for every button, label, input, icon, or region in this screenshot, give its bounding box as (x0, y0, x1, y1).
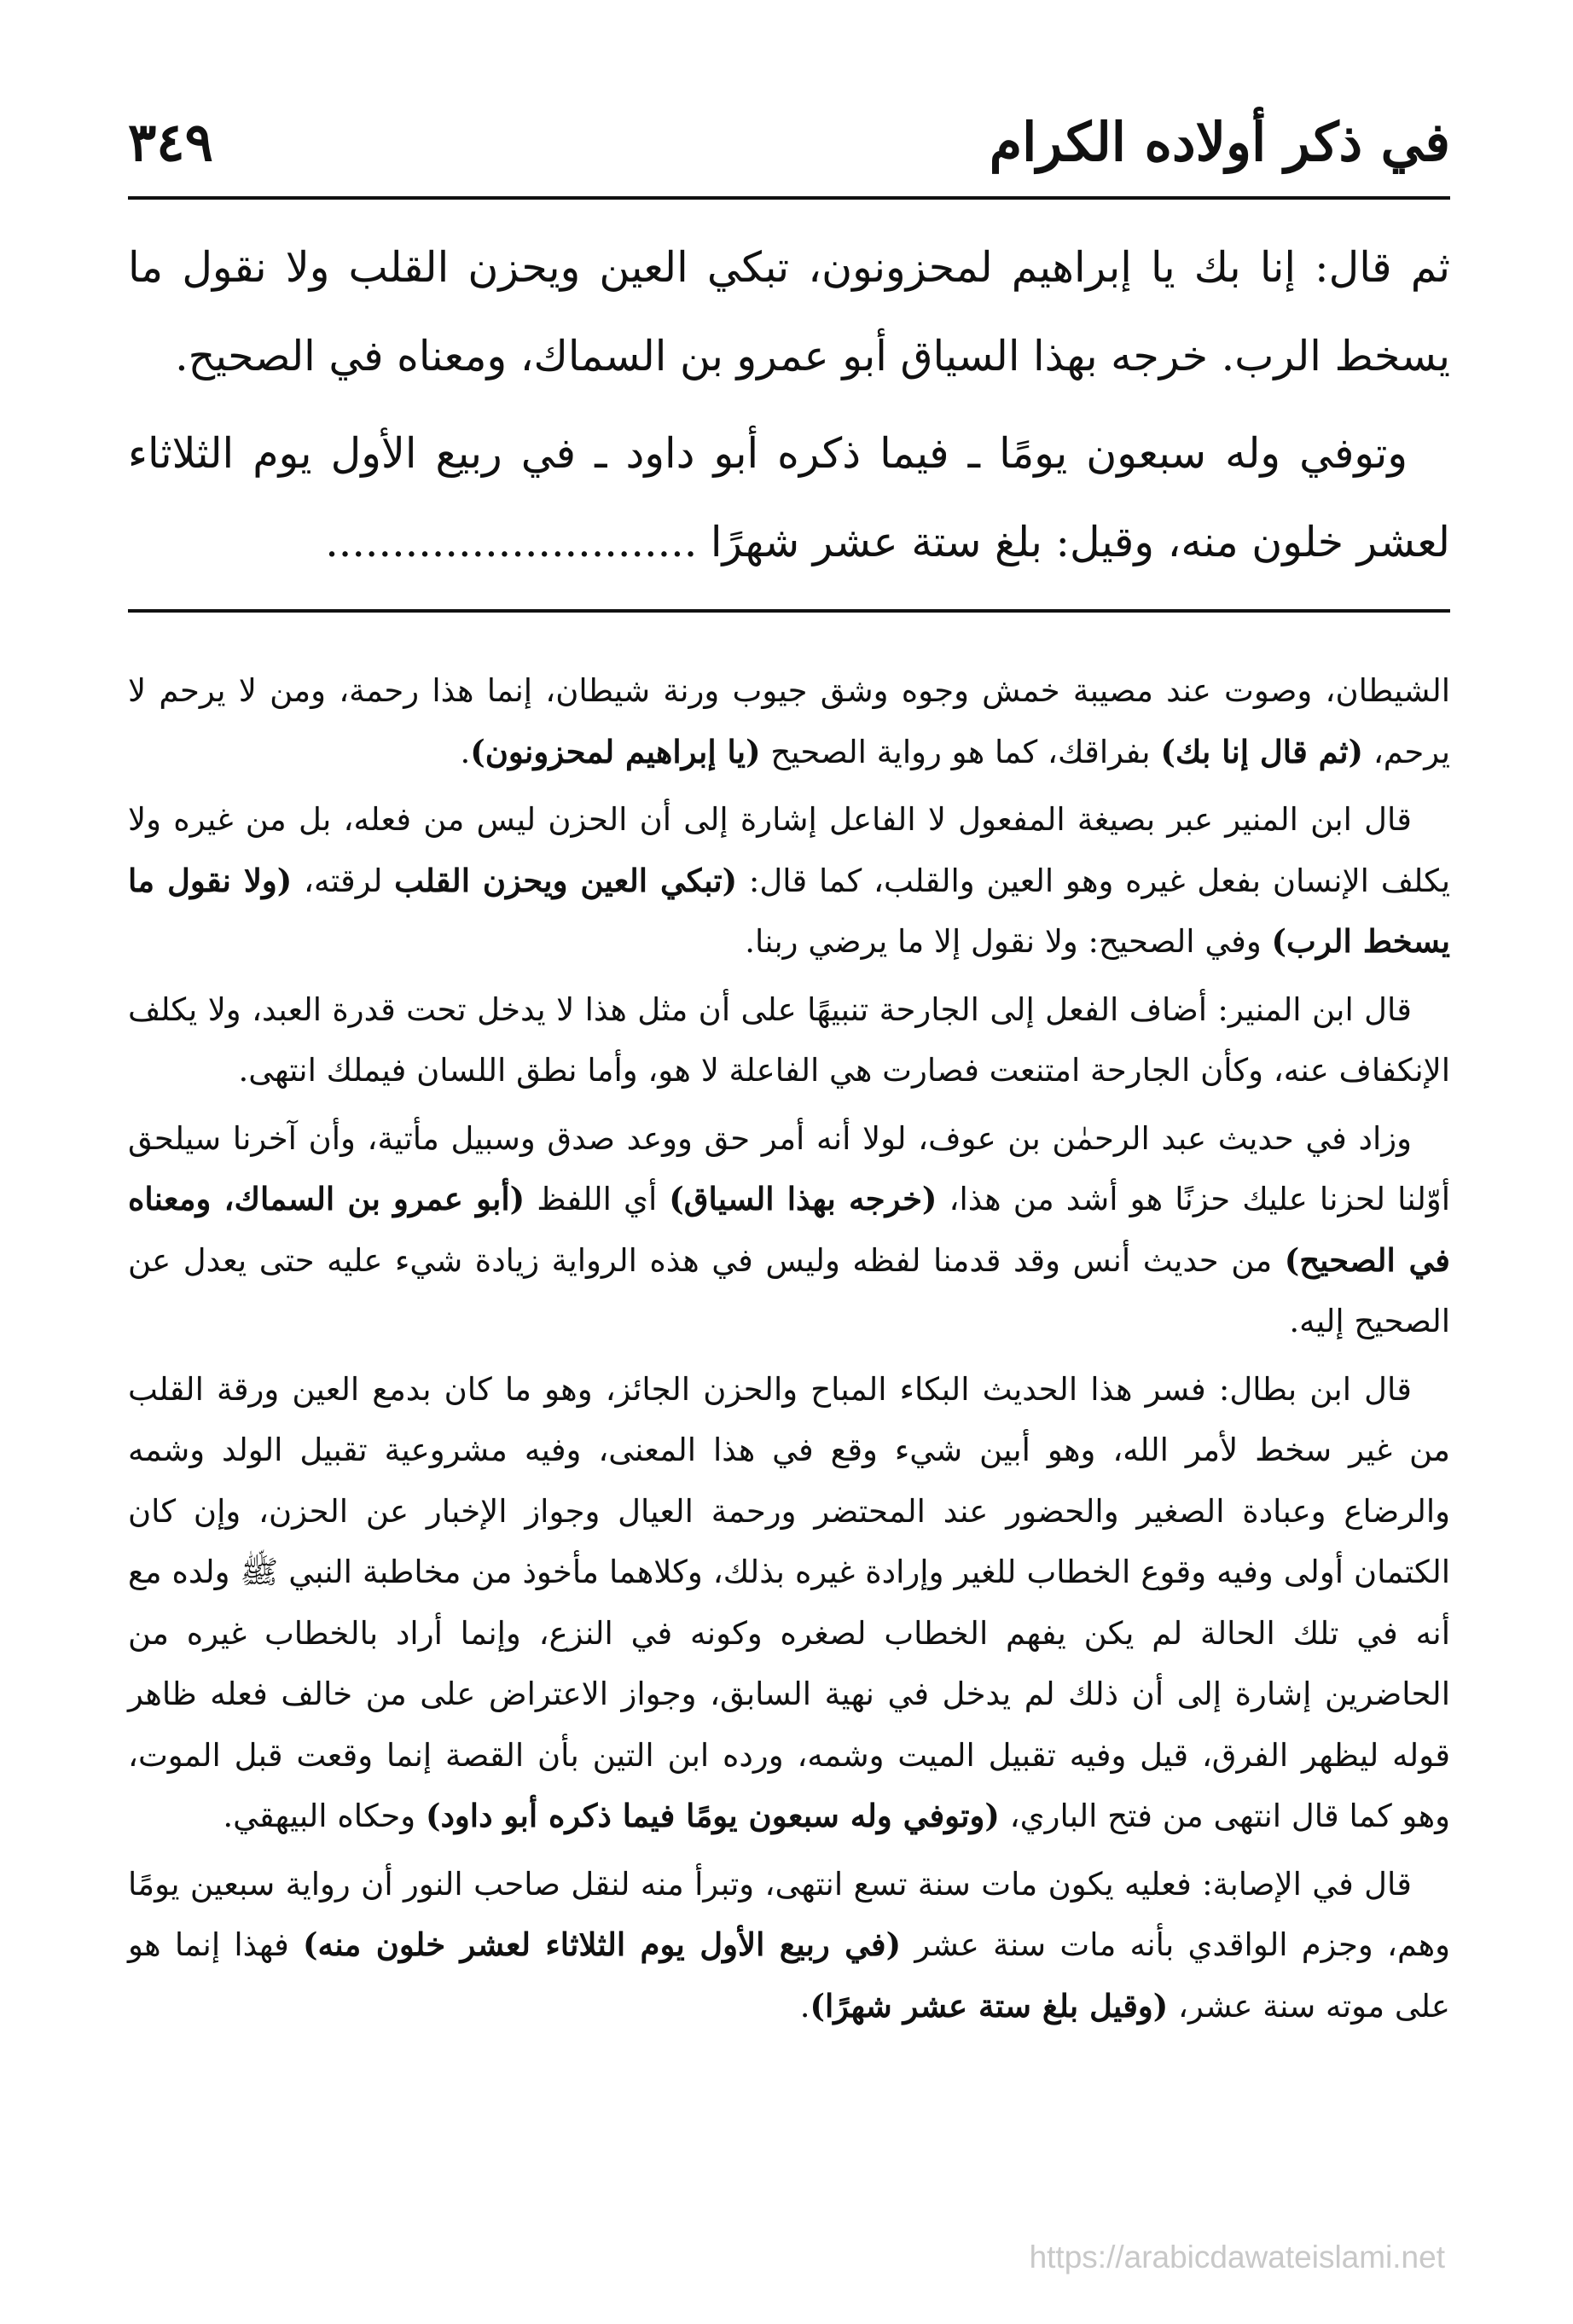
text-span: فهذا إنما هو على موته سنة عشر، (128, 1926, 1450, 2025)
text-span: وفي الصحيح: ولا نقول إلا ما يرضي ربنا. (745, 923, 1272, 960)
quoted-matn: (ثم قال إنا بك) (1160, 732, 1364, 770)
dotted-leader: ............................ (325, 518, 698, 566)
text-span: بفراقك، كما هو رواية الصحيح (760, 733, 1161, 770)
quoted-matn: (ولا نقول ما يسخط الرب) (128, 861, 1450, 960)
quoted-matn: (أبو عمرو بن السماك، ومعناه في الصحيح) (128, 1180, 1450, 1279)
commentary-divider (128, 609, 1450, 613)
quoted-matn: (وقيل بلغ ستة عشر شهرًا) (810, 1986, 1169, 2025)
text-span: قال في الإصابة: فعليه يكون مات سنة تسع انتهى، وتبرأ منه لنقل صاحب النور أن رواية سبعين يومًا وهم، وجزم الواقدي بأنه مات سنة عشر (128, 1865, 1450, 1963)
chapter-title: في ذكر أولاده الكرام (989, 111, 1450, 173)
quoted-matn: (خرجه بهذا السياق) (669, 1180, 937, 1217)
text-span: قال ابن المنير عبر بصيغة المفعول لا الفاعل إشارة إلى أن الحزن ليس من فعله، بل من غيره ولا يكلف الإنسان بفعل غيره وهو العين والقلب، كما قال: (128, 801, 1450, 899)
commentary (128, 660, 1450, 2036)
commentary-paragraph-4 (128, 1108, 1450, 1352)
quoted-matn: (في ربيع الأول يوم الثلاثاء لعشر خلون منه) (303, 1926, 902, 1963)
main-paragraph-1: ثم قال: إنا بك يا إبراهيم لمحزونون، تبكي العين ويحزن القلب ولا نقول ما يسخط الرب. خرجه بهذا السياق أبو عمرو بن السماك، ومعناه في الصحيح. (128, 243, 1450, 381)
text-span: قال ابن بطال: فسر هذا الحديث البكاء المباح والحزن الجائز، وهو ما كان بدمع العين ورقة القلب من غير سخط لأمر الله، وهو أبين شيء وقع في هذا المعنى، وفيه مشروعية تقبيل الولد وشمه والرضاع وعبادة الصغير والحضور عند المحتضر ورحمة العيال وجواز الإخبار عن الحزن، وإن كان الكتمان أولى وفيه وقوع الخطاب للغير وإرادة غيره بذلك، وكلاهما مأخوذ من مخاطبة النبي ﷺ ولده مع أنه في تلك الحالة لم يكن يفهم الخطاب لصغره وكونه في النزع، وإنما أراد بالخطاب غيره من الحاضرين إشارة إلى أن ذلك لم يدخل في نهية السابق، وجواز الاعتراض على من خالف فعله ظاهر قوله ليظهر الفرق، قيل وفيه تقبيل الميت وشمه، ورده ابن التين بأن القصة إنما وقعت قبل الموت، وهو كما قال انتهى من فتح الباري، (128, 1370, 1450, 1834)
quoted-matn: (تبكي العين ويحزن القلب (394, 861, 738, 899)
text-span: وحكاه البيهقي. (223, 1798, 426, 1834)
header-rule (128, 196, 1450, 200)
text-span: من حديث أنس وقد قدمنا لفظه وليس في هذه الرواية زيادة شيء عليه حتى يعدل عن الصحيح إليه. (128, 1241, 1450, 1339)
text-span: الشيطان، وصوت عند مصيبة خمش وجوه وشق جيوب ورنة شيطان، إنما هذا رحمة، ومن لا يرحم لا يرحم، (128, 672, 1450, 770)
commentary-paragraph-1 (128, 660, 1450, 782)
watermark-url: https://arabicdawateislami.net (1029, 2240, 1445, 2275)
text-span: وزاد في حديث عبد الرحمٰن بن عوف، لولا أنه أمر حق ووعد صدق وسبيل مأتية، وأن آخرنا سيلحق أوّلنا لحزنا عليك حزنًا هو أشد من هذا، (128, 1119, 1451, 1217)
text-span: . (799, 1987, 810, 2025)
quoted-matn: (وتوفي وله سبعون يومًا فيما ذكره أبو داود) (425, 1797, 1000, 1834)
commentary-paragraph-5 (128, 1359, 1450, 1847)
commentary-paragraph-2 (128, 789, 1450, 973)
book-page (128, 102, 1450, 2286)
main-paragraph-2-text: وتوفي وله سبعون يومًا ـ فيما ذكره أبو داود ـ في ربيع الأول يوم الثلاثاء لعشر خلون منه، وقيل: بلغ ستة عشر شهرًا (128, 429, 1450, 566)
text-span: لرقته، (292, 862, 395, 899)
page-number: ٣٤٩ (128, 111, 213, 173)
commentary-paragraph-6 (128, 1854, 1450, 2037)
main-text (128, 224, 1450, 587)
commentary-paragraph-3: قال ابن المنير: أضاف الفعل إلى الجارحة تنبيهًا على أن مثل هذا لا يدخل تحت قدرة العبد، ولا يكلف الإنكفاف عنه، وكأن الجارحة امتنعت فصارت هي الفاعلة لا هو، وأما نطق اللسان فيملك انتهى. (128, 991, 1450, 1089)
quoted-matn: (يا إبراهيم لمحزونون) (470, 732, 761, 770)
text-span: أي اللفظ (525, 1181, 670, 1217)
page-header (128, 102, 1450, 196)
main-paragraph-2 (128, 410, 1450, 587)
text-span: . (460, 733, 471, 770)
